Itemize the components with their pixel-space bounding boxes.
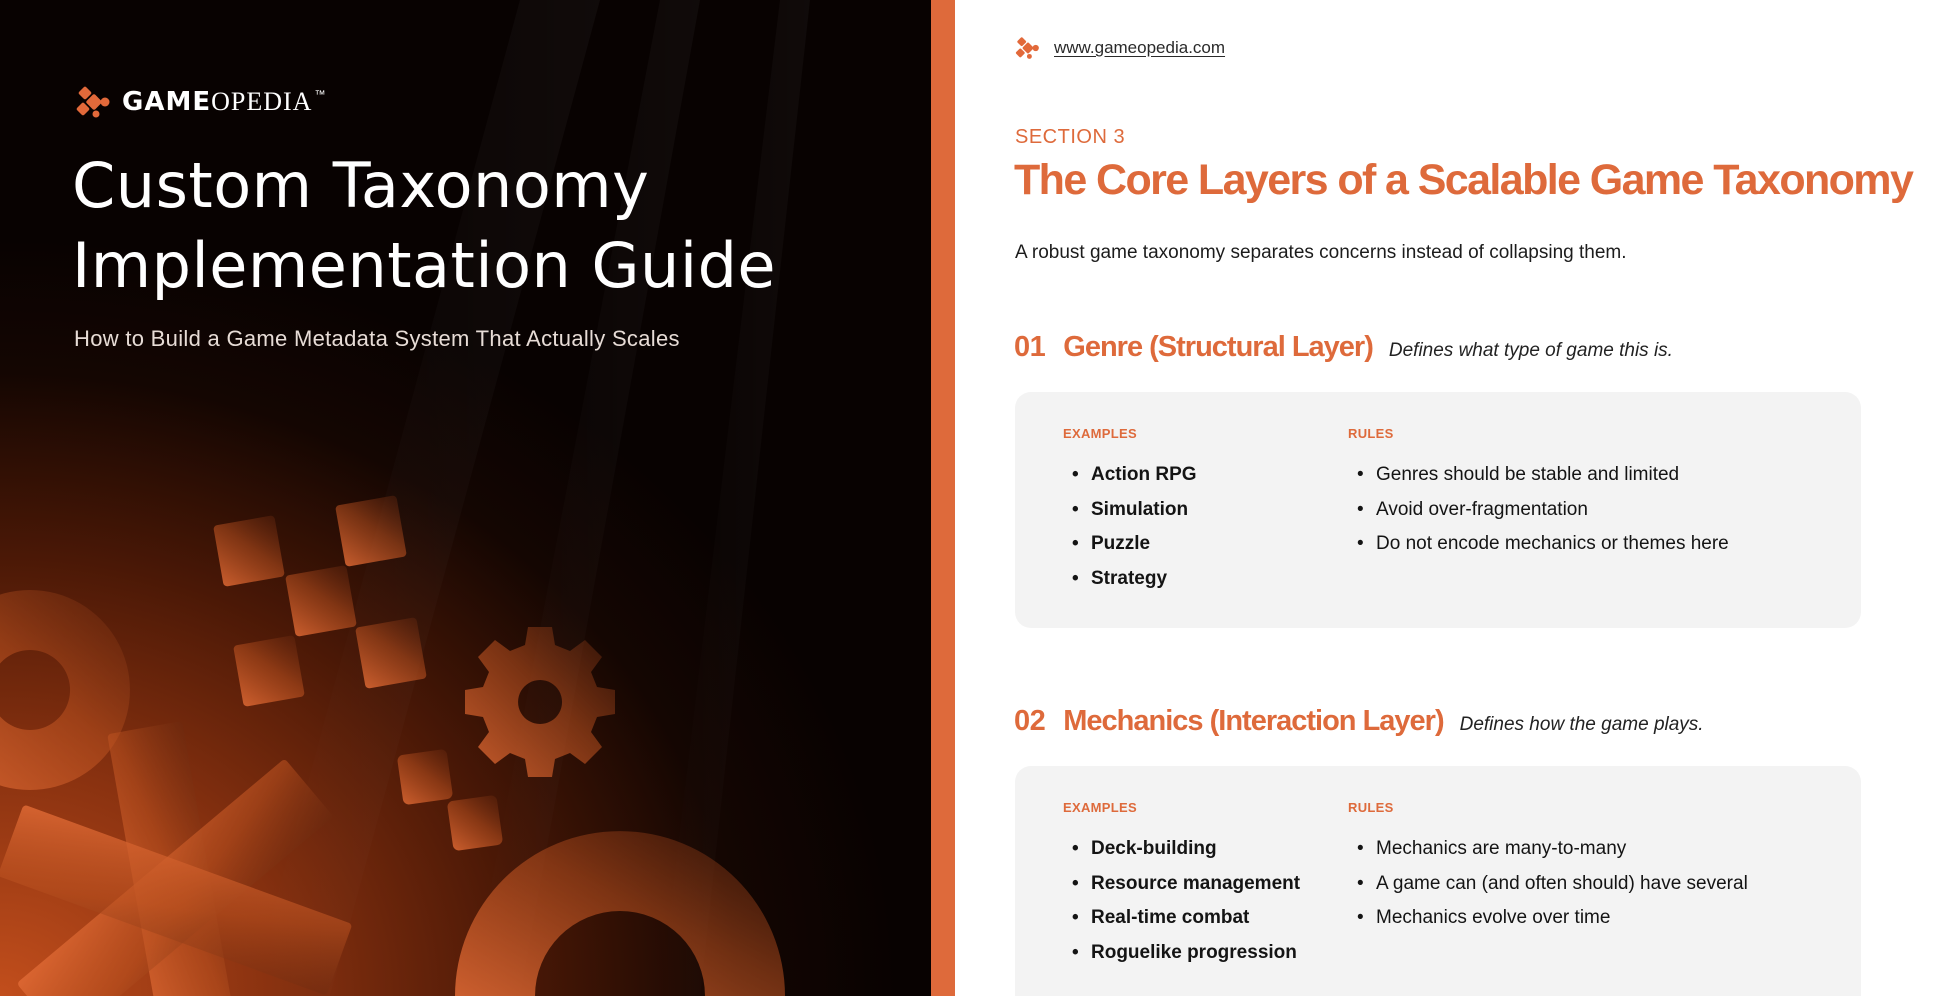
brand-name-bold: GAME xyxy=(122,87,212,117)
list-item: • Strategy xyxy=(1063,562,1323,597)
rules-column xyxy=(1348,800,1828,936)
rules-list xyxy=(1348,458,1828,562)
examples-list xyxy=(1063,832,1323,970)
cover-title-line-1: Custom Taxonomy xyxy=(72,149,650,222)
divider-bar xyxy=(931,0,955,996)
cover-panel xyxy=(0,0,931,996)
brand-name-light: OPEDIA xyxy=(211,87,313,116)
list-item: • Simulation xyxy=(1063,493,1323,528)
list-item: • Resource management xyxy=(1063,867,1323,902)
list-item: • Avoid over-fragmentation xyxy=(1348,493,1828,528)
layer-number: 02 xyxy=(1014,705,1046,737)
section-label: SECTION 3 xyxy=(1015,126,1126,148)
list-item: • Real-time combat xyxy=(1063,901,1323,936)
layer-description: Defines what type of game this is. xyxy=(1388,340,1673,361)
rules-label: RULES xyxy=(1348,800,1394,815)
website-link[interactable]: www.gameopedia.com xyxy=(1054,38,1226,57)
rules-label: RULES xyxy=(1348,426,1394,441)
layer-name: Mechanics (Interaction Layer) xyxy=(1063,705,1444,737)
layer-card-genre xyxy=(1015,392,1861,628)
examples-label: EXAMPLES xyxy=(1063,426,1137,441)
list-item: • A game can (and often should) have several xyxy=(1348,867,1828,902)
examples-label: EXAMPLES xyxy=(1063,800,1137,815)
list-item: • Deck-building xyxy=(1063,832,1323,867)
examples-column xyxy=(1063,426,1323,596)
document-panel xyxy=(955,0,1938,996)
cover-title-line-2: Implementation Guide xyxy=(72,229,777,302)
rules-column xyxy=(1348,426,1828,562)
puzzle-piece-icon xyxy=(1014,36,1042,60)
examples-column xyxy=(1063,800,1323,970)
section-title: The Core Layers of a Scalable Game Taxonomy xyxy=(1014,156,1913,204)
layer-description: Defines how the game plays. xyxy=(1459,714,1704,735)
layer-heading-genre xyxy=(1014,331,1673,364)
brand-logo xyxy=(74,86,326,118)
layer-number: 01 xyxy=(1014,331,1046,363)
domino-squares xyxy=(397,749,503,851)
list-item: • Genres should be stable and limited xyxy=(1348,458,1828,493)
rules-list xyxy=(1348,832,1828,936)
layer-heading-mechanics xyxy=(1014,705,1704,738)
list-item: • Do not encode mechanics or themes here xyxy=(1348,527,1828,562)
ring-shape xyxy=(0,590,130,790)
list-item: • Action RPG xyxy=(1063,458,1323,493)
list-item: • Mechanics are many-to-many xyxy=(1348,832,1828,867)
trademark: ™ xyxy=(314,89,327,101)
list-item: • Puzzle xyxy=(1063,527,1323,562)
site-header xyxy=(1014,36,1225,60)
layer-card-mechanics xyxy=(1015,766,1861,996)
list-item: • Roguelike progression xyxy=(1063,936,1323,971)
layer-name: Genre (Structural Layer) xyxy=(1063,331,1373,363)
examples-list xyxy=(1063,458,1323,596)
lead-paragraph: A robust game taxonomy separates concerns instead of collapsing them. xyxy=(1015,242,1627,263)
puzzle-piece-icon xyxy=(74,86,114,118)
cover-subtitle: How to Build a Game Metadata System That Actually Scales xyxy=(74,326,680,351)
list-item: • Mechanics evolve over time xyxy=(1348,901,1828,936)
cover-title xyxy=(72,146,872,306)
